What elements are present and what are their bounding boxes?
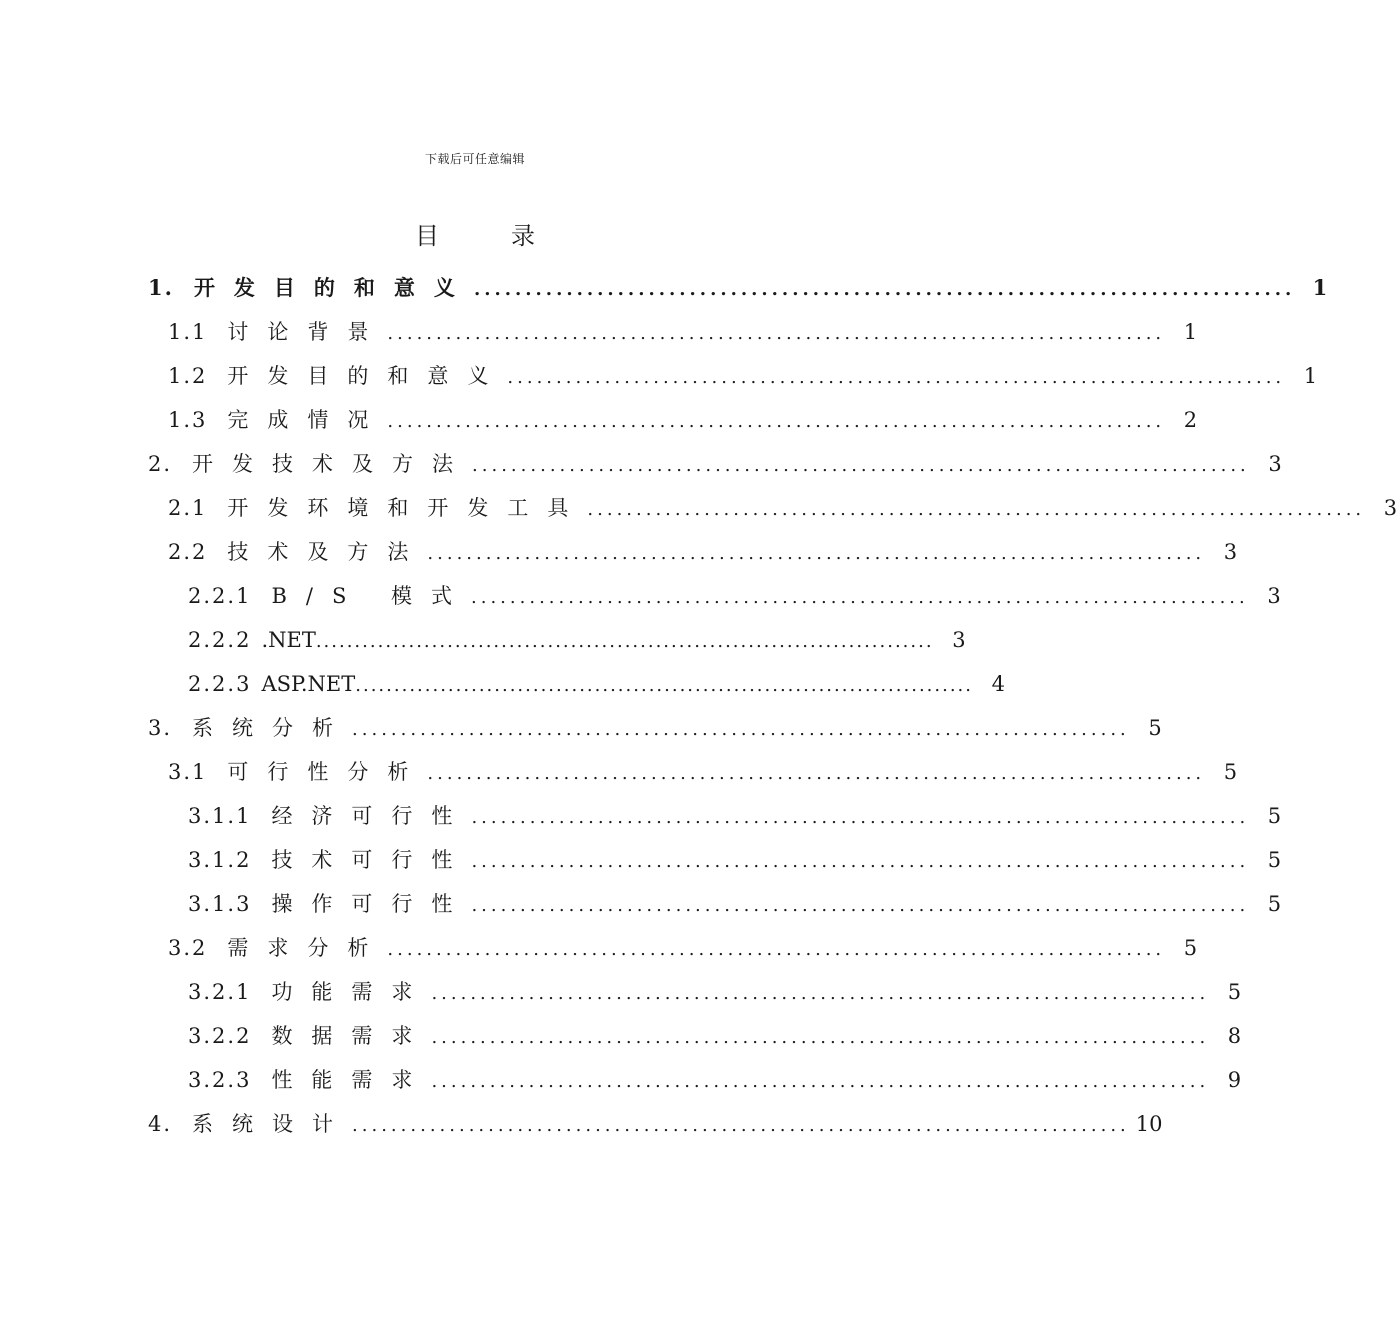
toc-entry-page: 10 <box>1135 1112 1163 1136</box>
toc-entry-title: B/S 模式 <box>271 584 472 608</box>
toc-entry-title: 技术可行性 <box>271 848 472 872</box>
toc-entry-title: 完成情况 <box>227 408 388 432</box>
toc-entry-title: 开发目的和意义 <box>193 275 474 300</box>
toc-entry-page: 2 <box>1183 408 1198 432</box>
toc-entry[interactable] <box>148 794 1282 838</box>
toc-entry[interactable] <box>148 266 1328 310</box>
toc-leader-dots: ................................................................................ <box>387 939 1166 960</box>
toc-entry-number: 2.2.2 <box>188 628 252 652</box>
toc-entry-title: 系统分析 <box>192 716 353 740</box>
toc-entry-title: 系统设计 <box>192 1112 353 1136</box>
toc-entry-page: 1 <box>1183 320 1198 344</box>
toc-title-char-2: 录 <box>511 222 535 250</box>
toc-leader-dots: ................................................................................ <box>471 587 1249 608</box>
toc-entry-title: 性能需求 <box>271 1068 432 1092</box>
toc-entry-page: 8 <box>1227 1024 1242 1048</box>
toc-leader-dots: ................................................................................ <box>431 1071 1210 1092</box>
toc-entry[interactable] <box>148 1058 1242 1102</box>
toc-entry[interactable] <box>148 310 1198 354</box>
toc-entry-page: 5 <box>1227 980 1242 1004</box>
toc-entry[interactable] <box>148 618 966 662</box>
toc-entry-page: 1 <box>1312 275 1328 300</box>
toc-entry[interactable] <box>148 530 1238 574</box>
toc-entry-number: 2.2.3 <box>188 672 252 696</box>
toc-entry[interactable] <box>148 442 1282 486</box>
toc-entry-number: 3.2.3 <box>188 1068 252 1092</box>
toc-entry-number: 3.2.1 <box>188 980 252 1004</box>
toc-entry-number: 1.3 <box>168 408 208 432</box>
toc-leader-dots: ................................................................................ <box>387 323 1166 344</box>
toc-entry-number: 2.1 <box>168 496 208 520</box>
toc-title-char-1: 目 <box>415 222 439 250</box>
toc-entry[interactable] <box>148 882 1282 926</box>
toc-entry-title: ASP.NET <box>261 672 356 696</box>
toc-entry-title: .NET <box>261 628 316 652</box>
toc-title <box>0 216 950 251</box>
toc-entry[interactable] <box>148 662 1005 706</box>
toc-entry-title: 需求分析 <box>227 936 388 960</box>
toc-entry-number: 3. <box>148 716 173 740</box>
toc-entry-title: 讨论背景 <box>227 320 388 344</box>
toc-entry-title: 开发目的和意义 <box>227 364 508 388</box>
toc-leader-dots: ................................................................................ <box>473 279 1296 300</box>
toc-leader-dots: ................................................................................ <box>427 543 1206 564</box>
toc-entry[interactable] <box>148 750 1238 794</box>
toc-entry-number: 3.1 <box>168 760 208 784</box>
toc-entry-page: 3 <box>1383 496 1397 520</box>
toc-entry-title: 开发环境和开发工具 <box>227 496 588 520</box>
toc-entry-page: 9 <box>1227 1068 1242 1092</box>
toc-entry-number: 3.1.3 <box>188 892 252 916</box>
toc-entry-page: 3 <box>1267 584 1281 608</box>
toc-entry[interactable] <box>148 1014 1242 1058</box>
toc-entry-page: 5 <box>1267 892 1282 916</box>
toc-entry-number: 3.2.2 <box>188 1024 252 1048</box>
toc-leader-dots: ................................................................................ <box>387 411 1166 432</box>
toc-leader-dots: ................................................................................ <box>587 499 1366 520</box>
toc-entry-page: 5 <box>1267 848 1282 872</box>
toc-entry-number: 2. <box>148 452 173 476</box>
toc-entry-page: 3 <box>1268 452 1282 476</box>
toc-entry[interactable] <box>148 574 1281 618</box>
toc-entry-title: 功能需求 <box>271 980 432 1004</box>
header-note: 下载后可任意编辑 <box>424 152 525 166</box>
toc-entry-number: 2.2.1 <box>188 584 252 608</box>
toc-leader-dots: ................................................................................ <box>471 851 1250 872</box>
toc-entry-title: 技术及方法 <box>227 540 428 564</box>
toc-leader-dots: ................................................................................ <box>431 983 1210 1004</box>
toc-entry-number: 3.2 <box>168 936 208 960</box>
toc-entry[interactable] <box>148 398 1198 442</box>
toc-entry-title: 数据需求 <box>271 1024 432 1048</box>
toc-entry-page: 4 <box>991 672 1005 696</box>
toc-entry-page: 5 <box>1183 936 1198 960</box>
toc-leader-dots: ................................................................................ <box>315 631 934 652</box>
toc-leader-dots: ................................................................................ <box>352 719 1130 740</box>
toc-entry[interactable] <box>148 354 1318 398</box>
toc-leader-dots: ................................................................................ <box>471 895 1250 916</box>
toc-entry-number: 3.1.1 <box>188 804 252 828</box>
toc-leader-dots: ................................................................................ <box>471 807 1250 828</box>
toc-leader-dots: ................................................................................ <box>431 1027 1210 1048</box>
toc-entry[interactable] <box>148 838 1282 882</box>
toc-leader-dots: ................................................................................ <box>427 763 1206 784</box>
toc-entry-number: 4. <box>148 1112 173 1136</box>
toc-entry-page: 3 <box>952 628 966 652</box>
toc-entry-title: 操作可行性 <box>271 892 472 916</box>
toc-entry-page: 3 <box>1223 540 1238 564</box>
toc-leader-dots: ................................................................................ <box>507 367 1286 388</box>
toc-entry[interactable] <box>148 486 1397 530</box>
toc-entry[interactable] <box>148 970 1242 1014</box>
toc-leader-dots: ................................................................................ <box>355 675 973 696</box>
toc-entry[interactable] <box>148 706 1162 750</box>
toc-entry-page: 5 <box>1148 716 1162 740</box>
toc-entry[interactable] <box>148 926 1198 970</box>
toc-entry-number: 2.2 <box>168 540 208 564</box>
toc-entry-number: 1.2 <box>168 364 208 388</box>
table-of-contents <box>148 266 1397 1146</box>
toc-entry-page: 5 <box>1223 760 1238 784</box>
toc-entry[interactable] <box>148 1102 1163 1146</box>
toc-entry-page: 1 <box>1303 364 1318 388</box>
toc-entry-title: 经济可行性 <box>271 804 472 828</box>
toc-entry-number: 3.1.2 <box>188 848 252 872</box>
toc-leader-dots: ................................................................................ <box>352 1115 1130 1136</box>
toc-entry-page: 5 <box>1267 804 1282 828</box>
toc-leader-dots: ................................................................................ <box>472 455 1250 476</box>
toc-entry-number: 1.1 <box>168 320 208 344</box>
toc-entry-number: 1. <box>148 275 174 300</box>
toc-entry-title: 开发技术及方法 <box>192 452 473 476</box>
toc-entry-title: 可行性分析 <box>227 760 428 784</box>
